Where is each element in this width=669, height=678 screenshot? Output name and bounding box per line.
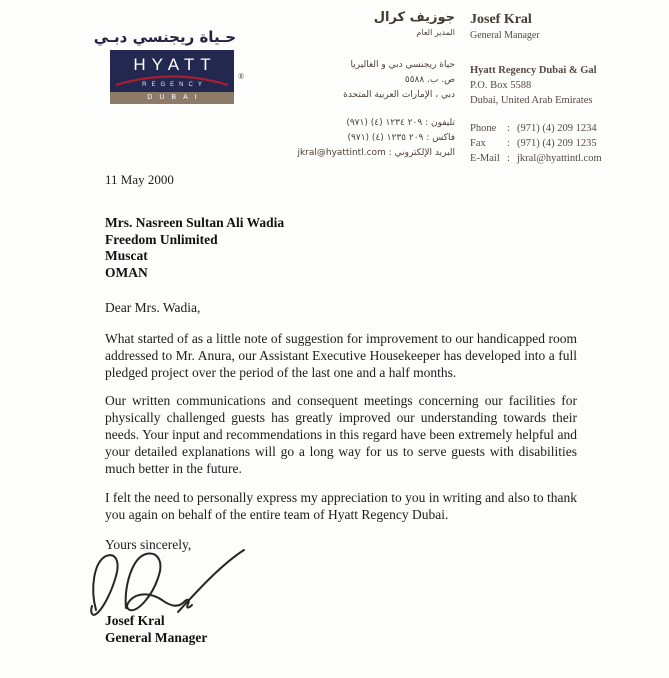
salutation: Dear Mrs. Wadia, xyxy=(105,300,201,315)
phone-label: Phone xyxy=(470,123,497,134)
recipient-organization: Freedom Unlimited xyxy=(105,231,218,247)
email-value: jkral@hyattintl.com xyxy=(517,153,602,164)
logo-arabic-title: حـياة ريجنسي دبـي xyxy=(93,28,236,46)
phone-row-arabic xyxy=(290,116,455,131)
letterhead-english-column xyxy=(470,12,669,166)
logo-dubai-bar: DUBAI xyxy=(110,92,234,104)
letterhead-arabic-column xyxy=(290,10,455,161)
recipient-country: OMAN xyxy=(105,264,148,280)
hotel-name-arabic: حياة ريجنسي دبي و الغاليريا xyxy=(350,60,455,70)
email-label: E-Mail xyxy=(470,153,500,164)
signer-title: General Manager xyxy=(105,630,208,645)
gm-name: Josef Kral xyxy=(470,12,532,27)
separator: : xyxy=(426,133,430,143)
hotel-name: Hyatt Regency Dubai & Gal xyxy=(470,65,597,76)
fax-value: (971) (4) 209 1235 xyxy=(517,138,597,149)
hyatt-logo xyxy=(93,28,236,104)
body-paragraph-3: I felt the need to personally express my appreciation to you in writing and also to thank you again on behalf of the entire team of Hyatt Regency Dubai. xyxy=(105,490,577,522)
email-row-arabic xyxy=(290,146,455,161)
hotel-city-arabic: دبي ، الإمارات العربية المتحدة xyxy=(343,90,455,100)
body-paragraph-2: Our written communications and consequent meetings concerning our facilities for physically challenged guests has greatly improved our understanding towards their needs. Your input and recommendations in this regard have been extremely helpful and your detailed explanations will go a long way for us to serve guests with disabilities much better in the future. xyxy=(105,393,577,476)
registered-trademark-symbol: ® xyxy=(238,72,245,81)
separator: : xyxy=(507,138,510,149)
email-label-arabic: البريد الإلكتروني xyxy=(394,148,455,158)
recipient-city: Muscat xyxy=(105,248,148,263)
separator: : xyxy=(507,123,510,134)
fax-label-arabic: فاكس xyxy=(432,133,455,143)
body-paragraph-1: What started of as a little note of suggestion for improvement to our handicapped room addressed to Mr. Anura, our Assistant Executive Housekeeper has developed into a full pledged project over the period of the last one and a half months. xyxy=(105,331,577,380)
separator: : xyxy=(388,148,392,158)
handwritten-signature xyxy=(82,548,332,623)
hyatt-logo-box xyxy=(110,50,234,104)
phone-value-arabic: (٩٧١) (٤) ٢٠٩ ١٢٣٤ xyxy=(346,118,423,128)
letter-date: 11 May 2000 xyxy=(105,172,174,187)
hotel-city: Dubai, United Arab Emirates xyxy=(470,95,593,106)
fax-row xyxy=(470,136,669,151)
email-value-arabic: jkral@hyattintl.com xyxy=(297,148,386,158)
hotel-pobox-arabic: ص. ب. ٥٥٨٨ xyxy=(404,75,455,85)
phone-row xyxy=(470,121,669,136)
phone-label-arabic: تليفون xyxy=(430,118,455,128)
fax-row-arabic xyxy=(290,131,455,146)
hotel-pobox: P.O. Box 5588 xyxy=(470,80,532,91)
hotel-contacts xyxy=(470,121,669,166)
closing-phrase: Yours sincerely, xyxy=(105,537,192,552)
hotel-address-arabic xyxy=(290,58,455,103)
hotel-address xyxy=(470,63,669,108)
logo-brand-text: HYATT xyxy=(133,55,217,74)
hotel-contacts-arabic xyxy=(290,116,455,161)
separator: : xyxy=(507,153,510,164)
separator: : xyxy=(425,118,429,128)
gm-title: General Manager xyxy=(470,30,540,41)
recipient-address xyxy=(105,215,284,281)
logo-regency-text: REGENCY xyxy=(142,82,207,88)
gm-name-arabic: جوزيف كرال xyxy=(373,10,455,25)
email-row xyxy=(470,151,669,166)
recipient-name: Mrs. Nasreen Sultan Ali Wadia xyxy=(105,215,285,230)
signer-name: Josef Kral xyxy=(105,613,165,628)
phone-value: (971) (4) 209 1234 xyxy=(517,123,597,134)
gm-title-arabic: المدير العام xyxy=(416,28,455,37)
fax-label: Fax xyxy=(470,138,486,149)
fax-value-arabic: (٩٧١) (٤) ٢٠٩ ١٢٣٥ xyxy=(347,133,424,143)
